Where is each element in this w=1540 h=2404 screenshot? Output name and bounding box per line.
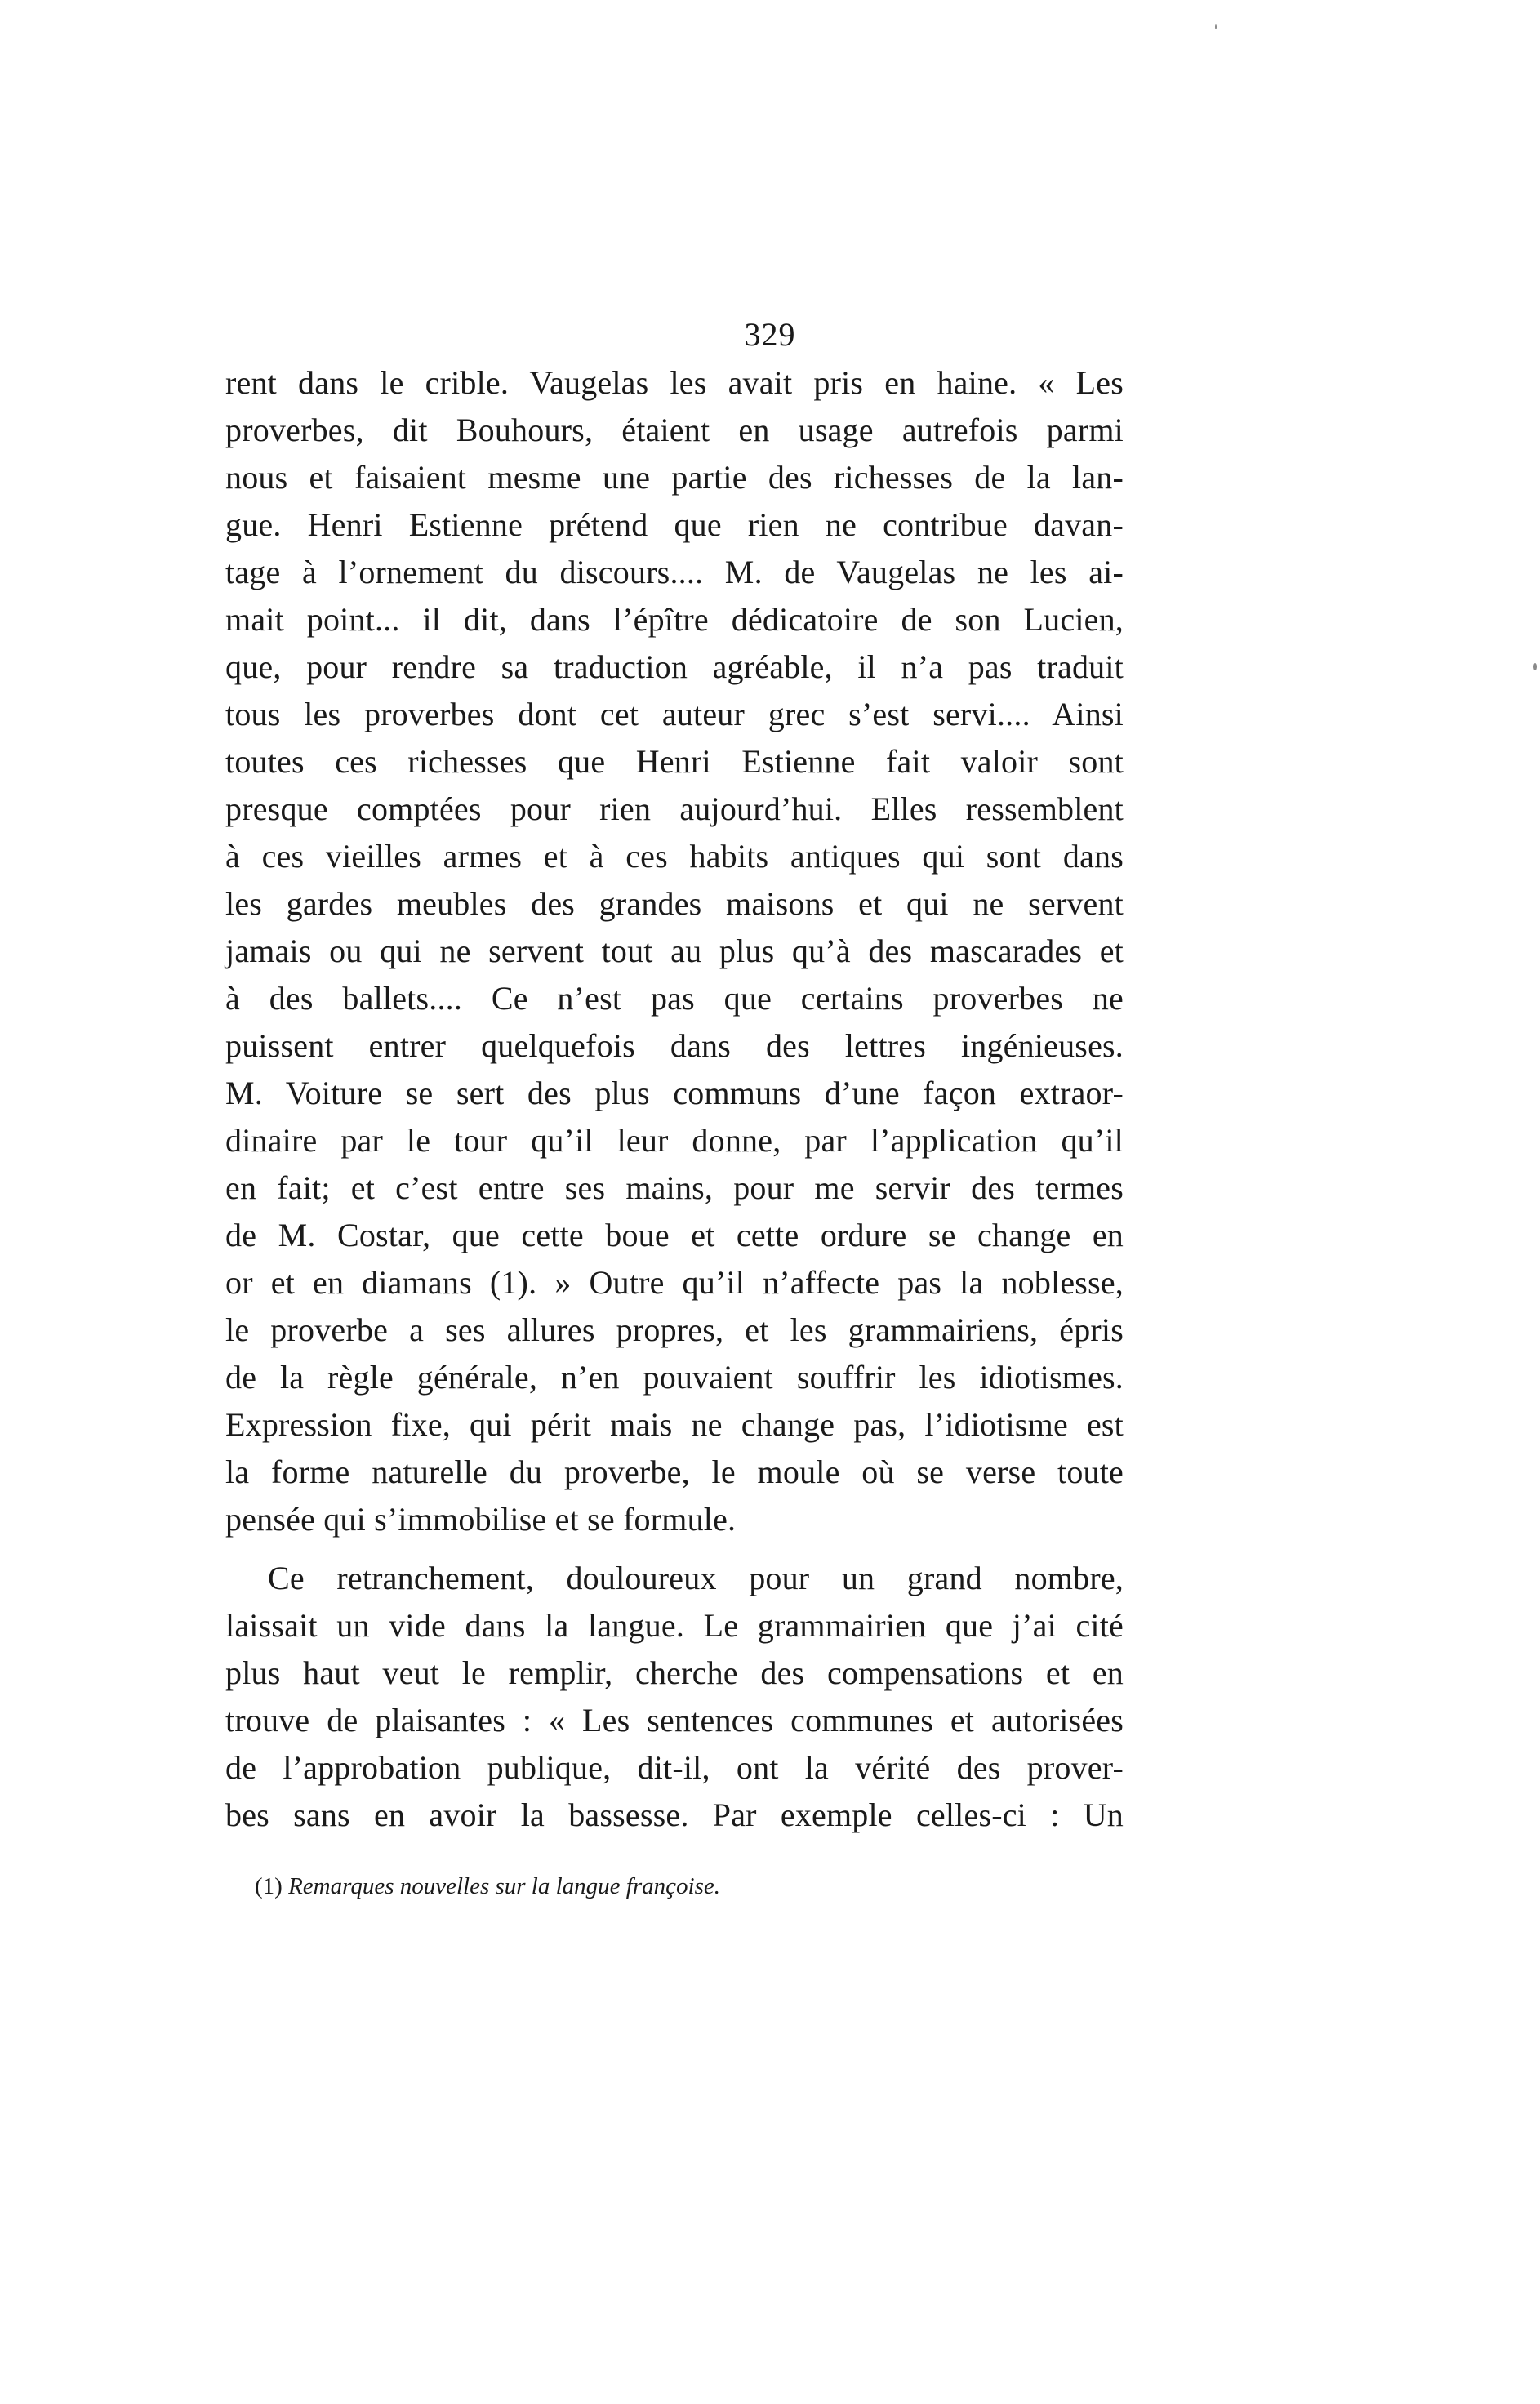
text-line: jamais ou qui ne servent tout au plus qu’à des mascarades et <box>225 933 1124 969</box>
text-line: tous les proverbes dont cet auteur grec s’est servi.... Ainsi <box>225 696 1124 732</box>
text-line: presque comptées pour rien aujourd’hui. Elles ressemblent <box>225 790 1124 827</box>
text-line: de la règle générale, n’en pouvaient souffrir les idiotismes. <box>225 1359 1124 1396</box>
footnote-marker: (1) <box>255 1873 283 1899</box>
text-line: la forme naturelle du proverbe, le moule où se verse toute <box>225 1454 1124 1490</box>
paper-speck <box>1215 24 1217 29</box>
text-line: toutes ces richesses que Henri Estienne fait valoir sont <box>225 743 1124 780</box>
text-line: gue. Henri Estienne prétend que rien ne contribue davan- <box>225 506 1124 543</box>
text-line: puissent entrer quelquefois dans des lettres ingénieuses. <box>225 1027 1124 1064</box>
text-line: proverbes, dit Bouhours, étaient en usage autrefois parmi <box>225 412 1124 448</box>
text-line: le proverbe a ses allures propres, et les grammairiens, épris <box>225 1311 1124 1348</box>
text-line: plus haut veut le remplir, cherche des compensations et en <box>225 1654 1124 1691</box>
text-line: de l’approbation publique, dit-il, ont la vérité des prover- <box>225 1749 1124 1786</box>
text-line: à des ballets.... Ce n’est pas que certains proverbes ne <box>225 980 1124 1017</box>
text-line: pensée qui s’immobilise et se formule. <box>225 1501 737 1538</box>
text-line: bes sans en avoir la bassesse. Par exemple celles-ci : Un <box>225 1796 1124 1833</box>
text-line: tage à l’ornement du discours.... M. de Vaugelas ne les ai- <box>225 554 1124 590</box>
text-line: laissait un vide dans la langue. Le grammairien que j’ai cité <box>225 1607 1124 1644</box>
text-line: Expression fixe, qui périt mais ne change pas, l’idiotisme est <box>225 1406 1124 1443</box>
text-line: trouve de plaisantes : « Les sentences communes et autorisées <box>225 1702 1124 1738</box>
body-text <box>225 359 1124 1839</box>
text-line: Ce retranchement, douloureux pour un grand nombre, <box>268 1560 1124 1596</box>
text-line: or et en diamans (1). » Outre qu’il n’affecte pas la noblesse, <box>225 1264 1124 1301</box>
paragraph-1 <box>225 359 1124 1543</box>
text-line: à ces vieilles armes et à ces habits antiques qui sont dans <box>225 838 1124 875</box>
text-line: les gardes meubles des grandes maisons et qui ne servent <box>225 885 1124 922</box>
paragraph-2 <box>225 1555 1124 1839</box>
text-line: mait point... il dit, dans l’épître dédicatoire de son Lucien, <box>225 601 1124 638</box>
footnote <box>255 1870 720 1903</box>
paper-speck <box>1533 663 1537 670</box>
text-line: dinaire par le tour qu’il leur donne, par l’application qu’il <box>225 1122 1124 1159</box>
page-number: 329 <box>744 316 796 353</box>
text-line: M. Voiture se sert des plus communs d’une façon extraor- <box>225 1075 1124 1111</box>
text-line: en fait; et c’est entre ses mains, pour me servir des termes <box>225 1169 1124 1206</box>
paragraph-gap <box>225 1543 1124 1555</box>
footnote-text: Remarques nouvelles sur la langue françoise. <box>288 1873 720 1899</box>
text-line: que, pour rendre sa traduction agréable, il n’a pas traduit <box>225 648 1124 685</box>
text-line: de M. Costar, que cette boue et cette ordure se change en <box>225 1217 1124 1253</box>
text-line: nous et faisaient mesme une partie des richesses de la lan- <box>225 459 1124 496</box>
text-line: rent dans le crible. Vaugelas les avait pris en haine. « Les <box>225 364 1124 401</box>
